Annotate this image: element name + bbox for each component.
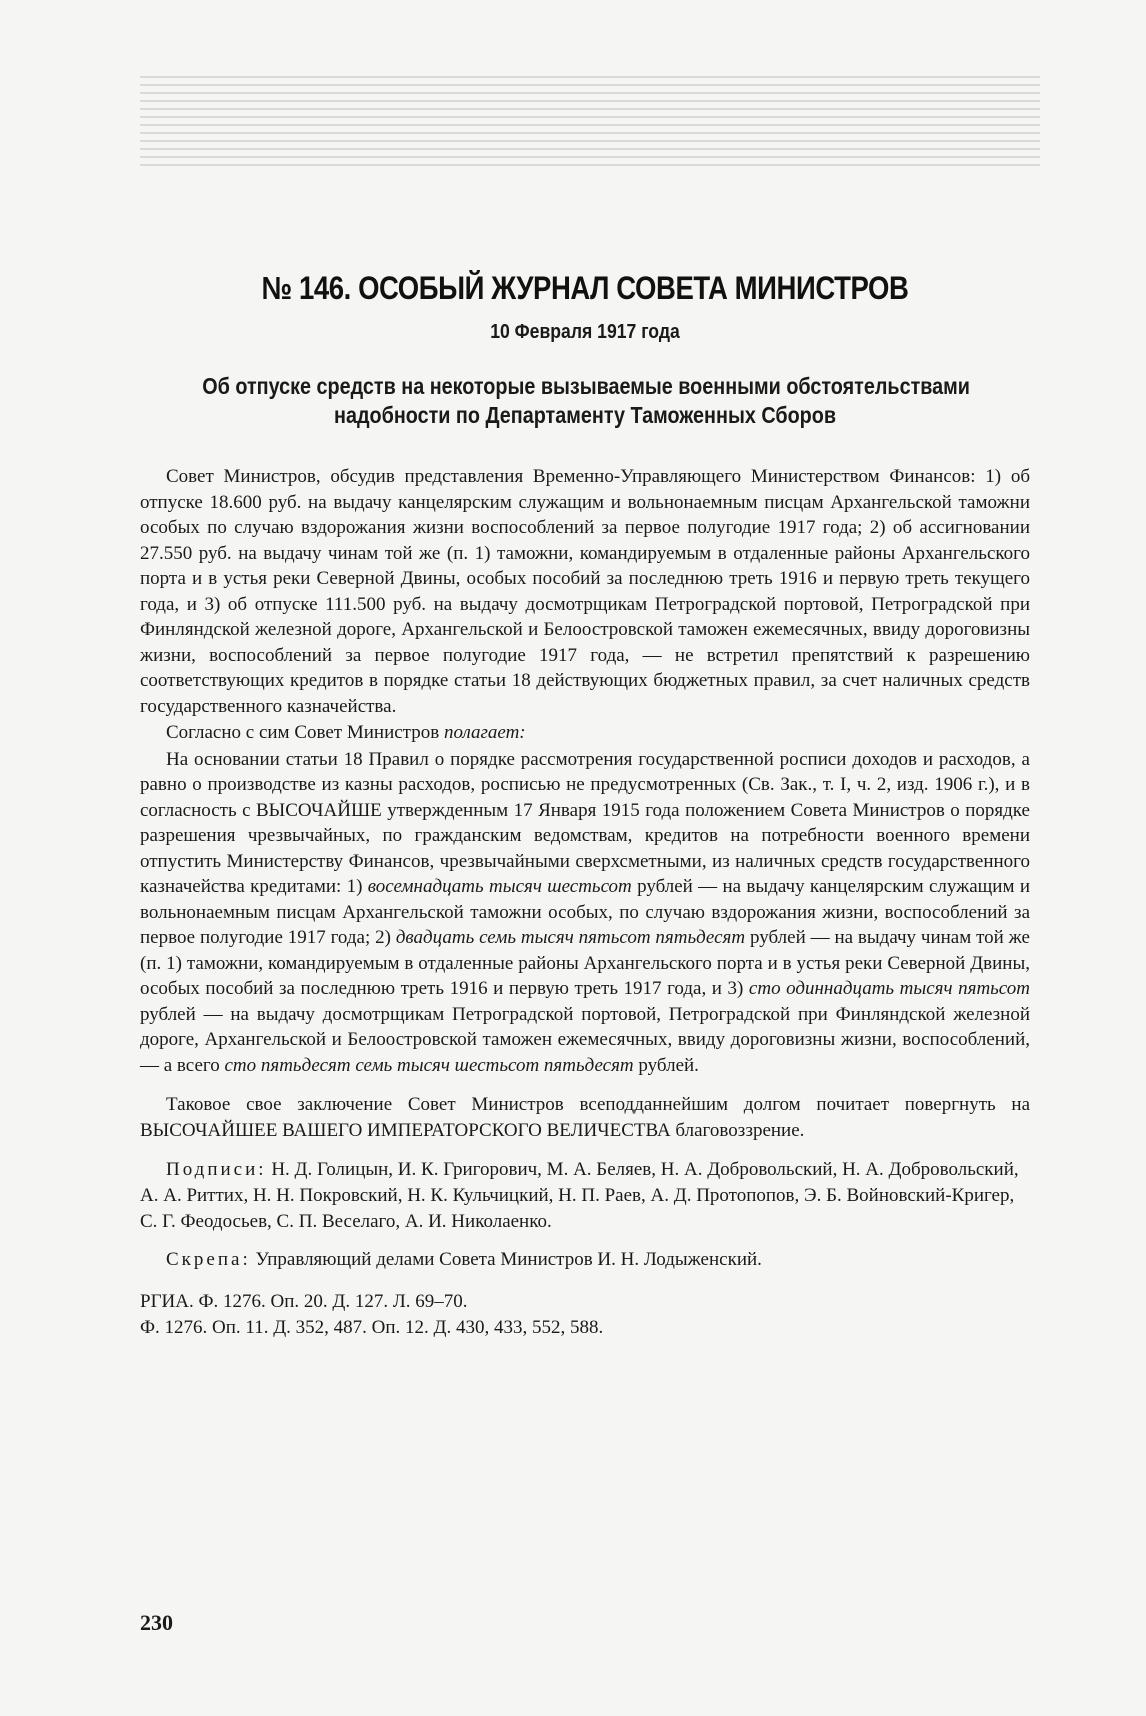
document-title: № 146. ОСОБЫЙ ЖУРНАЛ СОВЕТА МИНИСТРОВ bbox=[261, 270, 909, 306]
document-body bbox=[140, 464, 1030, 1143]
document-subtitle bbox=[202, 372, 970, 430]
signatures-block bbox=[140, 1157, 1030, 1273]
p3-part-d: рублей — на выдачу досмотрщикам Петроградской портовой, Петроградской при Финляндской железной дороге, Архангельской и Белоостровской таможен ежемесячных, ввиду дороговизны жизни, воспособлений, — а всего bbox=[140, 1003, 1030, 1076]
p3-part-c: рублей — на выдачу чинам той же (п. 1) таможни, командируемым в отдаленные районы Архангельского порта и в устья реки Северной Двины, особых пособий за последнюю треть 1916 и первую треть 1917 года, и 3) bbox=[140, 927, 1030, 999]
archive-reference bbox=[140, 1289, 1030, 1341]
archive-line-1: РГИА. Ф. 1276. Оп. 20. Д. 127. Л. 69–70. bbox=[140, 1291, 468, 1312]
signatures-label: Подписи: bbox=[166, 1159, 267, 1180]
skrepa bbox=[140, 1247, 1030, 1273]
p3-part-a: На основании статьи 18 Правил о порядке рассмотрения государственной росписи доходов и расходов, а равно о производстве из казны расходов, росписью не предусмотренных (Св. Зак., т. I, ч. 2, изд. 1906 г.), и в согласность с ВЫСОЧАЙШЕ утвержденным 17 Января 1915 года положением Совета Министров о порядке разрешения чрезвычайных, по гражданским ведомствам, кредитов на потребности военного времени отпустить Министерству Финансов, чрезвычайными сверхсметными, из наличных средств государственного казначейства кредитами: 1) bbox=[140, 748, 1030, 897]
paragraph-2-italic: полагает: bbox=[443, 722, 526, 743]
page-number: 230 bbox=[140, 1610, 173, 1635]
p3-part-e: рублей. bbox=[633, 1054, 699, 1076]
p3-amount-2: двадцать семь тысяч пятьсот пятьдесят bbox=[395, 927, 746, 948]
skrepa-text: Управляющий делами Совета Министров И. Н. Лодыженский. bbox=[250, 1249, 762, 1270]
subtitle-line-2: надобности по Департаменту Таможенных Сборов bbox=[334, 402, 836, 428]
paragraph-1: Совет Министров, обсудив представления Временно-Управляющего Министерством Финансов: 1) об отпуске 18.600 руб. на выдачу канцелярским служащим и вольнонаемным писцам Архангельской таможни особых по случаю вздорожания жизни воспособлений за первое полугодие 1917 года; 2) об ассигновании 27.550 руб. на выдачу чинам той же (п. 1) таможни, командируемым в отдаленные районы Архангельского порта и в устья реки Северной Двины, особых пособий за последнюю треть 1916 и первую треть текущего года, и 3) об отпуске 111.500 руб. на выдачу досмотрщикам Петроградской портовой, Петроградской при Финляндской железной дороге, Архангельской и Белоостровской таможен ежемесячных, ввиду дороговизны жизни, воспособлений за первое полугодие 1917 года, — не встретил препятствий к разрешению соответствующих кредитов в порядке статьи 18 действующих бюджетных правил, за счет наличных средств государственного казначейства. bbox=[140, 466, 1030, 717]
archive-line-2: Ф. 1276. Оп. 11. Д. 352, 487. Оп. 12. Д. 430, 433, 552, 588. bbox=[140, 1317, 604, 1338]
paragraph-4: Таковое свое заключение Совет Министров всеподданнейшим долгом почитает повергнуть на ВЫСОЧАЙШЕЕ ВАШЕГО ИМПЕРАТОРСКОГО ВЕЛИЧЕСТВА благовоззрение. bbox=[140, 1094, 1030, 1141]
signatures bbox=[140, 1157, 1030, 1235]
paragraph-3 bbox=[140, 747, 1030, 1079]
p3-part-b: рублей — на выдачу канцелярским служащим и вольнонаемным писцам Архангельской таможни особых, по случаю вздорожания жизни, воспособлений за первое полугодие 1917 года; 2) bbox=[140, 876, 1030, 948]
paragraph-2 bbox=[140, 720, 1030, 746]
paragraph-2-text: Согласно с сим Совет Министров bbox=[166, 722, 444, 743]
signatures-names: Н. Д. Голицын, И. К. Григорович, М. А. Беляев, Н. А. Добровольский, Н. А. Добровольский, А. А. Риттих, Н. Н. Покровский, Н. К. Кульчицкий, Н. П. Раев, А. Д. Протопопов, Э. Б. Войновский-Кригер, С. Г. Феодосьев, С. П. Веселаго, А. И. Николаенко. bbox=[140, 1159, 1019, 1232]
document-date: 10 Февраля 1917 года bbox=[490, 321, 680, 343]
p3-amount-3: сто одиннадцать тысяч пятьсот bbox=[748, 978, 1030, 999]
p3-amount-1: восемнадцать тысяч шестьсот bbox=[367, 876, 632, 897]
subtitle-line-1: Об отпуске средств на некоторые вызываемые военными обстоятельствами bbox=[202, 373, 970, 399]
bleed-through-text bbox=[140, 70, 1040, 84]
p3-amount-total: сто пятьдесят семь тысяч шестьсот пятьдесят bbox=[224, 1054, 634, 1076]
skrepa-label: Скрепа: bbox=[166, 1249, 251, 1270]
